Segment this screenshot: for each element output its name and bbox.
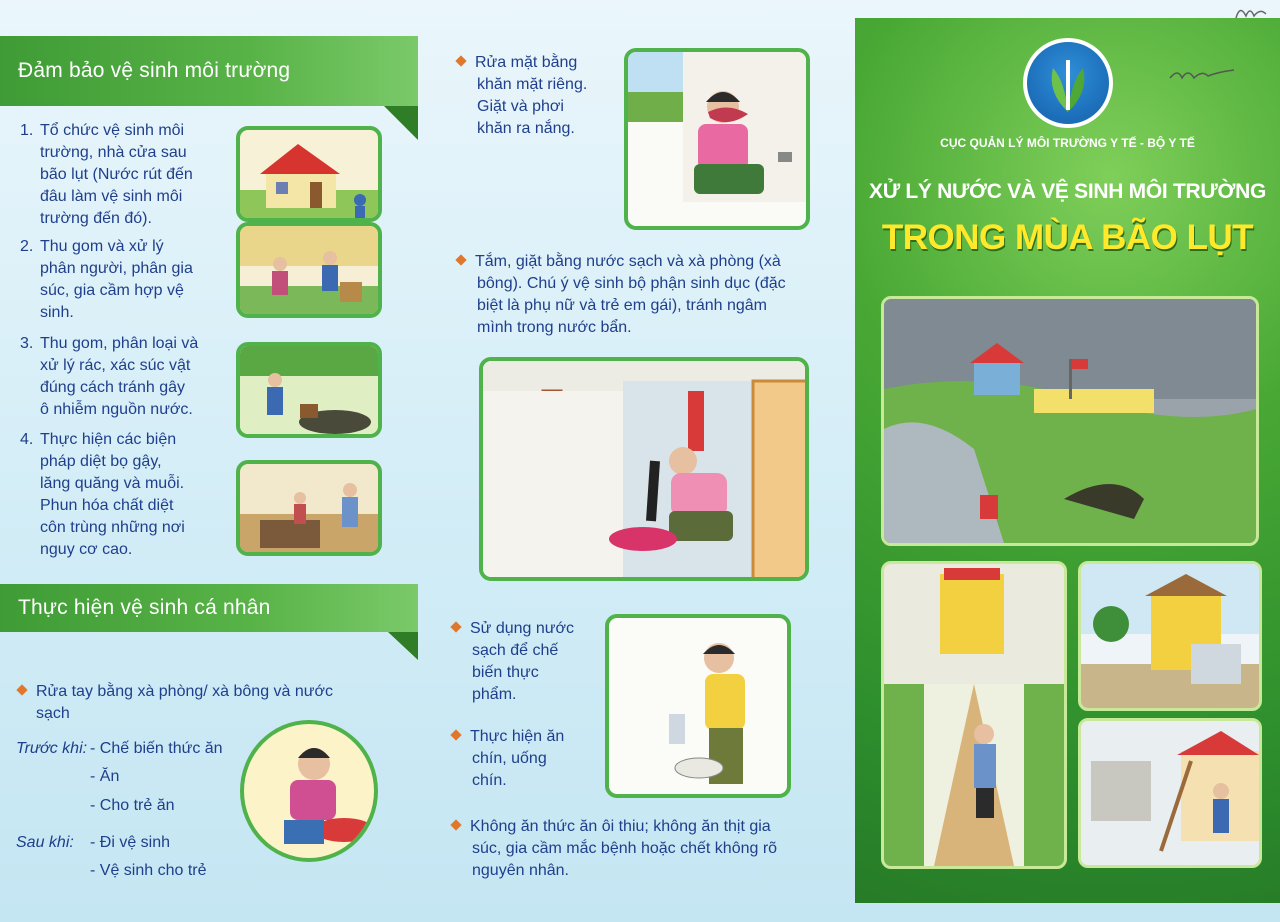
clean-cooking-text: Sử dụng nước sạch để chế biến thực phẩm.: [452, 618, 602, 706]
house-illustration: [236, 126, 382, 222]
before-label: Trước khi:: [16, 740, 88, 757]
bullet-diamond-icon: [450, 621, 461, 632]
bath-text: Tắm, giặt bằng nước sạch và xà phòng (xà bông). Chú ý vệ sinh bộ phận sinh dục (đặc biệt là phụ nữ và trẻ em gái), tránh ngâm mình trong nước bẩn.: [457, 251, 817, 339]
org-name: CỤC QUẢN LÝ MÔI TRƯỜNG Y TẾ - BỘ Y TẾ: [940, 136, 1195, 150]
insect-spraying-illustration: [236, 460, 382, 556]
bathing-illustration: [479, 357, 809, 581]
handwash-text: Rửa tay bằng xà phòng/ xà bông và nước sạch: [18, 681, 398, 725]
cleanup-street-illustration: [881, 561, 1067, 869]
section1-heading: Đảm bảo vệ sinh môi trường: [18, 59, 291, 82]
bullet-diamond-icon: [455, 254, 466, 265]
item-4: 4. Thực hiện các biện pháp diệt bọ gậy, lăng quăng và muỗi. Phun hóa chất diệt côn trùng những nơi nguy cơ cao.: [20, 431, 185, 558]
after-label: Sau khi:: [16, 834, 74, 851]
food-prep-illustration: [605, 614, 791, 798]
after-item-1: - Đi vệ sinh: [90, 834, 171, 851]
bullet-diamond-icon: [455, 55, 466, 66]
before-item-2: - Ăn: [90, 768, 120, 785]
bullet-diamond-icon: [450, 729, 461, 740]
garbage-sorting-illustration: [236, 342, 382, 438]
storm-illustration: [881, 296, 1259, 546]
cooked-food-text: Thực hiện ăn chín, uống chín.: [452, 726, 602, 792]
vihema-logo: [1023, 38, 1113, 128]
waste-collection-illustration: [236, 222, 382, 318]
cover-panel: [855, 18, 1280, 903]
item-1: 1. Tổ chức vệ sinh môi trường, nhà cửa sau bão lụt (Nước rút đến đâu làm vệ sinh môi trường đến đó).: [20, 122, 193, 227]
handwritten-signature: [1232, 2, 1272, 28]
face-washing-illustration: [624, 48, 810, 230]
handwritten-note: [1168, 62, 1238, 92]
handwashing-illustration: [240, 720, 378, 862]
item-3: 3. Thu gom, phân loại và xử lý rác, xác súc vật đúng cách tránh gây ô nhiễm nguồn nước.: [20, 335, 199, 418]
bullet-diamond-icon: [450, 819, 461, 830]
section2-banner: [0, 584, 418, 632]
cover-title-line1: XỬ LÝ NƯỚC VÀ VỆ SINH MÔI TRƯỜNG: [868, 180, 1267, 203]
flooded-house-illustration: [1078, 561, 1262, 711]
before-item-1: - Chế biến thức ăn: [90, 740, 223, 757]
section2-heading: Thực hiện vệ sinh cá nhân: [18, 596, 271, 619]
section1-banner: [0, 36, 418, 106]
before-item-3: - Cho trẻ ăn: [90, 797, 175, 814]
cover-title-line2: TRONG MÙA BÃO LỤT: [881, 218, 1254, 257]
face-wash-text: Rửa mặt bằng khăn mặt riêng. Giặt và phơi khăn ra nắng.: [457, 52, 617, 140]
spoiled-food-text: Không ăn thức ăn ôi thiu; không ăn thịt gia súc, gia cầm mắc bệnh hoặc chết không rõ nguyên nhân.: [452, 816, 822, 882]
after-item-2: - Vệ sinh cho trẻ: [90, 862, 207, 879]
house-repair-illustration: [1078, 718, 1262, 868]
bullet-diamond-icon: [16, 684, 27, 695]
item-2: 2. Thu gom và xử lý phân người, phân gia súc, gia cầm hợp vệ sinh.: [20, 238, 193, 321]
